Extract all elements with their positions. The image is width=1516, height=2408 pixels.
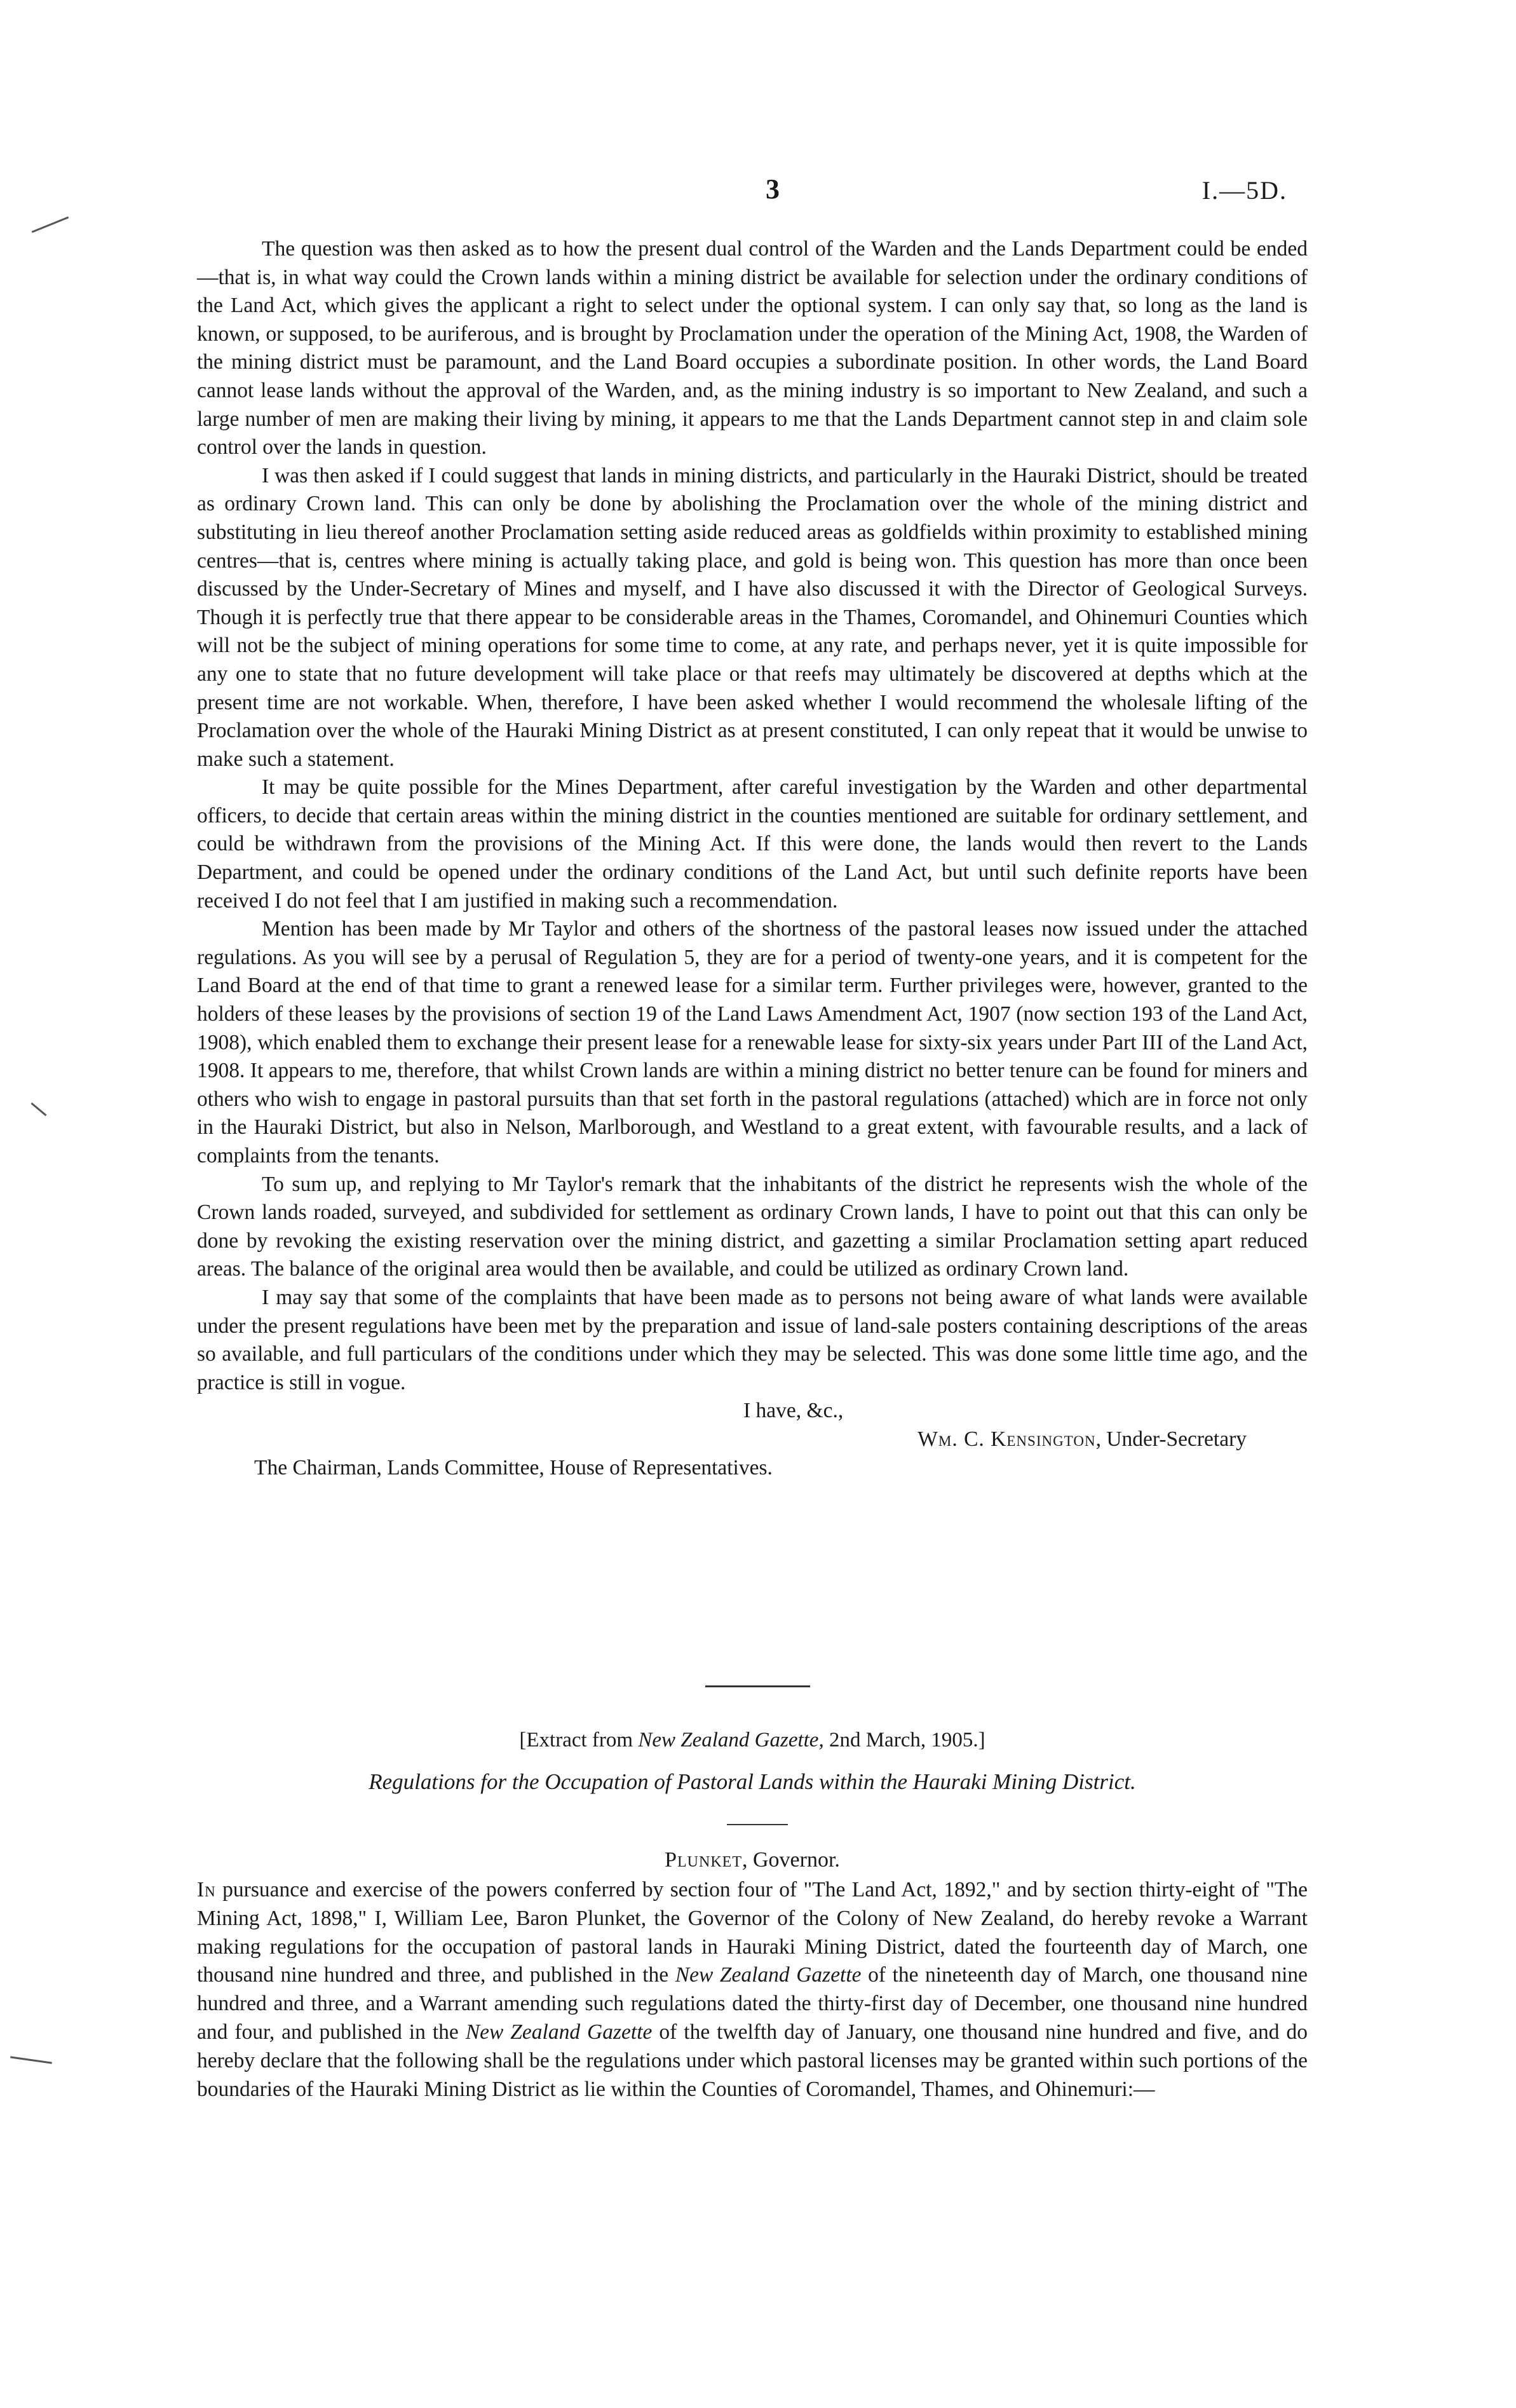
scan-mark-bottom-left xyxy=(10,2056,52,2064)
proclamation-lead: In xyxy=(197,1878,216,1901)
page-number: 3 xyxy=(766,173,780,205)
proclamation-gazette-2: New Zealand Gazette xyxy=(465,2020,653,2044)
scan-mark-middle-left xyxy=(31,1103,47,1117)
extract-gazette-name: New Zealand Gazette, xyxy=(638,1729,824,1752)
proclamation-part-1: pursuance and exercise of the powers conferred by section four of "The Land Act, 1892," and by section thirty-eight of "The Mining Act, 1898," I, William Lee, Baron Plunket, the Governor of the Colony of New Zealand, do hereby revoke a Warrant making regulations for the occupation of pastoral lands in Hauraki Mining District, dated the fourteenth day of March, one thousand nine hundred and three, and published in the xyxy=(197,1878,1308,1987)
proclamation-text xyxy=(197,1876,1308,2104)
regulations-title: Regulations for the Occupation of Pastoral Lands within the Hauraki Mining District. xyxy=(369,1769,1136,1794)
letter-paragraph-5: To sum up, and replying to Mr Taylor's remark that the inhabitants of the district he represents wish the whole of the Crown lands roaded, surveyed, and subdivided for settlement as ordinary Crown lands, I have to point out that this can only be done by revoking the existing reservation over the mining district, and gazetting a similar Proclamation setting apart reduced areas. The balance of the original area would then be available, and could be utilized as ordinary Crown land. xyxy=(197,1172,1308,1281)
proclamation-part-3: of the twelfth day of January, one thousand nine hundred and five, and do hereby declare that the following shall be the regulations under which pastoral licenses may be granted within such portions of the boundaries of the Hauraki Mining District as lie within the Counties of Coromandel, Thames, and Ohinemuri:— xyxy=(197,2020,1308,2101)
letter-paragraph-4: Mention has been made by Mr Taylor and others of the shortness of the pastoral leases now issued under the attached regulations. As you will see by a perusal of Regulation 5, they are for a period of twenty-one years, and it is competent for the Land Board at the end of that time to grant a renewed lease for a similar term. Further privileges were, however, granted to the holders of these leases by the provisions of section 19 of the Land Laws Amendment Act, 1907 (now section 193 of the Land Act, 1908), which enabled them to exchange their present lease for a renewable lease for sixty-six years under Part III of the Land Act, 1908. It appears to me, therefore, that whilst Crown lands are within a mining district no better tenure can be found for miners and others who wish to engage in pastoral pursuits than that set forth in the pastoral regulations (attached) which are in force not only in the Hauraki District, but also in Nelson, Marlborough, and Westland to a great extent, with favourable results, and a lack of complaints from the tenants. xyxy=(197,917,1308,1167)
proclamation-paragraph xyxy=(197,1876,1308,2104)
letter-signature xyxy=(917,1425,1247,1454)
letter-paragraph-6: I may say that some of the complaints that have been made as to persons not being aware of what lands were available under the present regulations have been met by the preparation and issue of land-sale posters containing descriptions of the areas so available, and full particulars of the conditions under which they may be selected. This was done some little time ago, and the practice is still in vogue. xyxy=(197,1285,1308,1394)
governor-heading xyxy=(197,1848,1308,1872)
proclamation-gazette-1: New Zealand Gazette xyxy=(675,1963,862,1987)
letter-closing: I have, &c., xyxy=(743,1399,844,1423)
letter-paragraph-2: I was then asked if I could suggest that lands in mining districts, and particularly in the Hauraki District, should be treated as ordinary Crown land. This can only be done by abolishing the Proclamation over the whole of the mining district and substituting in lieu thereof another Proclamation setting aside reduced areas as goldfields within proximity to established mining centres—that is, centres where mining is actually taking place, and gold is being won. This question has more than once been discussed by the Under-Secretary of Mines and myself, and I have also discussed it with the Director of Geological Surveys. Though it is perfectly true that there appear to be considerable areas in the Thames, Coromandel, and Ohinemuri Counties which will not be the subject of mining operations for some time to come, at any rate, and perhaps never, yet it is quite impossible for any one to state that no future development will take place or that reefs may ultimately be discovered at depths which at the present time are not workable. When, therefore, I have been asked whether I would recommend the wholesale lifting of the Proclamation over the whole of the Hauraki Mining District as at present constituted, I can only repeat that it would be unwise to make such a statement. xyxy=(197,463,1308,771)
letter-addressee: The Chairman, Lands Committee, House of Representatives. xyxy=(254,1456,773,1480)
signature-title: , Under-Secretary xyxy=(1095,1427,1247,1452)
scan-mark-top-left xyxy=(32,216,69,233)
title-rule xyxy=(727,1824,788,1825)
section-divider xyxy=(705,1685,810,1687)
governor-suffix: , Governor. xyxy=(741,1848,840,1872)
extract-prefix: [Extract from xyxy=(519,1729,639,1752)
proclamation-part-2: of the nineteenth day of March, one thousand nine hundred and three, and a Warrant amending such regulations dated the thirty-first day of December, one thousand nine hundred and four, and published in the xyxy=(197,1963,1308,2044)
signature-name: Wm. C. Kensington xyxy=(917,1427,1096,1452)
letter-paragraph-3: It may be quite possible for the Mines Department, after careful investigation by the Warden and other departmental officers, to decide that certain areas within the mining district in the counties mentioned are suitable for ordinary settlement, and could be withdrawn from the provisions of the Mining Act. If this were done, the lands would then revert to the Lands Department, and could be opened under the ordinary conditions of the Land Act, but until such definite reports have been received I do not feel that I am justified in making such a recommendation. xyxy=(197,775,1308,913)
governor-name: Plunket xyxy=(665,1848,742,1872)
letter-signoff xyxy=(197,1397,1308,1482)
letter-paragraph-1: The question was then asked as to how the present dual control of the Warden and the Lands Department could be ended—that is, in what way could the Crown lands within a mining district be available for selection under the ordinary conditions of the Land Act, which gives the applicant a right to select under the optional system. I can only say that, so long as the land is known, or supposed, to be auriferous, and is brought by Proclamation under the operation of the Mining Act, 1908, the Warden of the mining district must be paramount, and the Land Board occupies a subordinate position. In other words, the Land Board cannot lease lands without the approval of the Warden, and, as the mining industry is so important to New Zealand, and such a large number of men are making their living by mining, it appears to me that the Lands Department cannot step in and claim sole control over the lands in question. xyxy=(197,237,1308,459)
letter-body xyxy=(197,235,1308,1482)
extract-date: 2nd March, 1905.] xyxy=(823,1729,985,1752)
document-reference: I.—5D. xyxy=(1201,176,1287,205)
gazette-extract-note xyxy=(197,1729,1308,1752)
